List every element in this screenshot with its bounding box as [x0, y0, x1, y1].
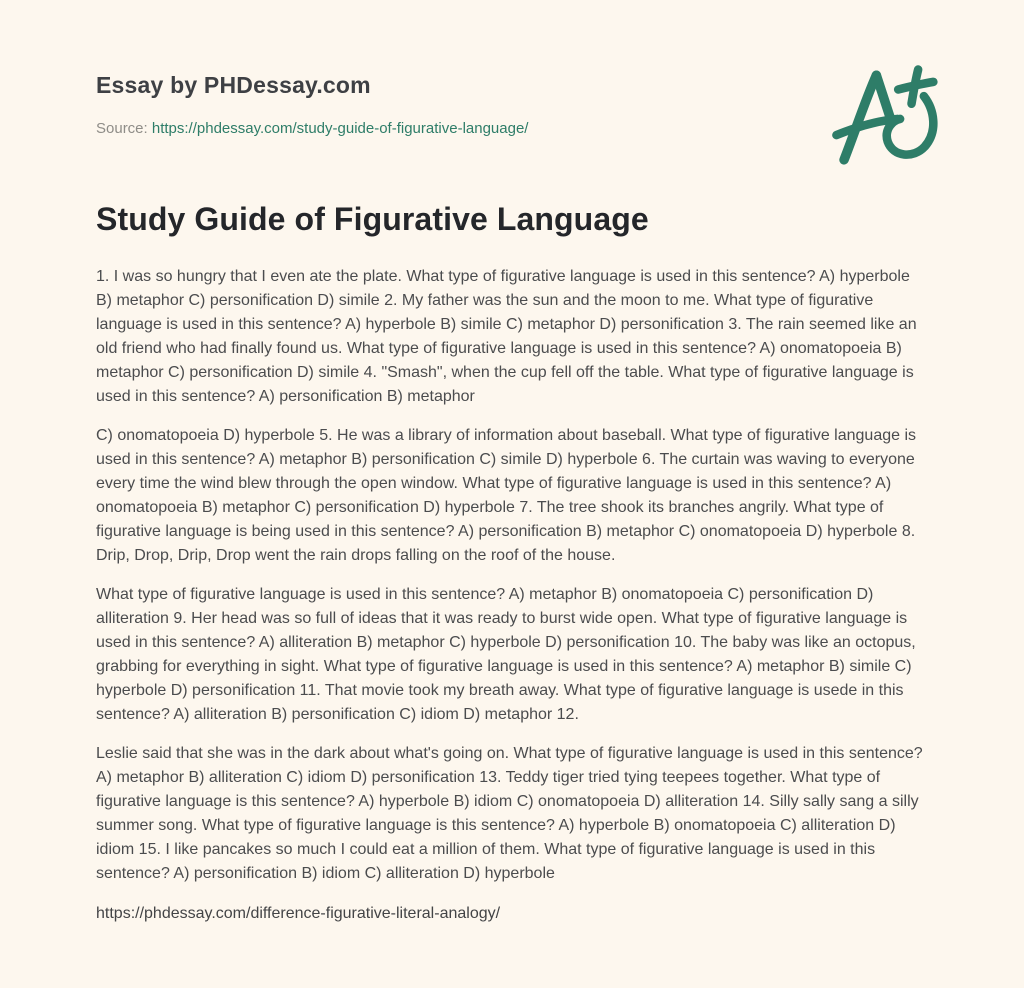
related-url: https://phdessay.com/difference-figurative-literal-analogy/	[96, 905, 501, 922]
essay-paragraph-2: C) onomatopoeia D) hyperbole 5. He was a library of information about baseball. What type of figurative language is used in this sentence? A) metaphor B) personification C) simile D) hyperbole 6. The curtain was waving to everyone every time the wind blew through the open window. What type of figurative language is used in this sentence? A) onomatopoeia B) metaphor C) personification D) hyperbole 7. The tree shook its branches angrily. What type of figurative language is being used in this sentence? A) personification B) metaphor C) onomatopoeia D) hyperbole 8. Drip, Drop, Drip, Drop went the rain drops falling on the roof of the house.	[96, 427, 917, 564]
page-header	[96, 0, 928, 137]
essay-paragraph-4: Leslie said that she was in the dark about what's going on. What type of figurative language is used in this sentence? A) metaphor B) alliteration C) idiom D) personification 13. Teddy tiger tried tying teepees together. What type of figurative language is this sentence? A) hyperbole B) idiom C) onomatopoeia D) alliteration 14. Silly sally sang a silly summer song. What type of figurative language is this sentence? A) hyperbole B) onomatopoeia C) alliteration D) idiom 15. I like pancakes so much I could eat a million of them. What type of figurative language is used in this sentence? A) personification B) idiom C) alliteration D) hyperbole	[96, 745, 923, 882]
phdessay-a-plus-logo-icon	[826, 60, 940, 176]
source-url-link[interactable]: https://phdessay.com/study-guide-of-figurative-language/	[151, 120, 529, 137]
page-title: Study Guide of Figurative Language	[96, 201, 649, 237]
source-label: Source:	[96, 120, 152, 137]
essay-body	[96, 199, 928, 926]
source-line	[96, 120, 928, 137]
byline: Essay by PHDessay.com	[96, 72, 371, 98]
essay-paragraph-3: What type of figurative language is used in this sentence? A) metaphor B) onomatopoeia C) personification D) alliteration 9. Her head was so full of ideas that it was ready to burst wide open. What type of figurative language is used in this sentence? A) alliteration B) metaphor C) hyperbole D) personification 10. The baby was like an octopus, grabbing for everything in sight. What type of figurative language is used in this sentence? A) metaphor B) simile C) hyperbole D) personification 11. That movie took my breath away. What type of figurative language is usede in this sentence? A) alliteration B) personification C) idiom D) metaphor 12.	[96, 586, 916, 723]
essay-paragraph-1: 1. I was so hungry that I even ate the plate. What type of figurative language is used in this sentence? A) hyperbole B) metaphor C) personification D) simile 2. My father was the sun and the moon to me. What type of figurative language is used in this sentence? A) hyperbole B) simile C) metaphor D) personification 3. The rain seemed like an old friend who had finally found us. What type of figurative language is used in this sentence? A) onomatopoeia B) metaphor C) personification D) simile 4. "Smash", when the cup fell off the table. What type of figurative language is used in this sentence? A) personification B) metaphor	[96, 268, 917, 405]
